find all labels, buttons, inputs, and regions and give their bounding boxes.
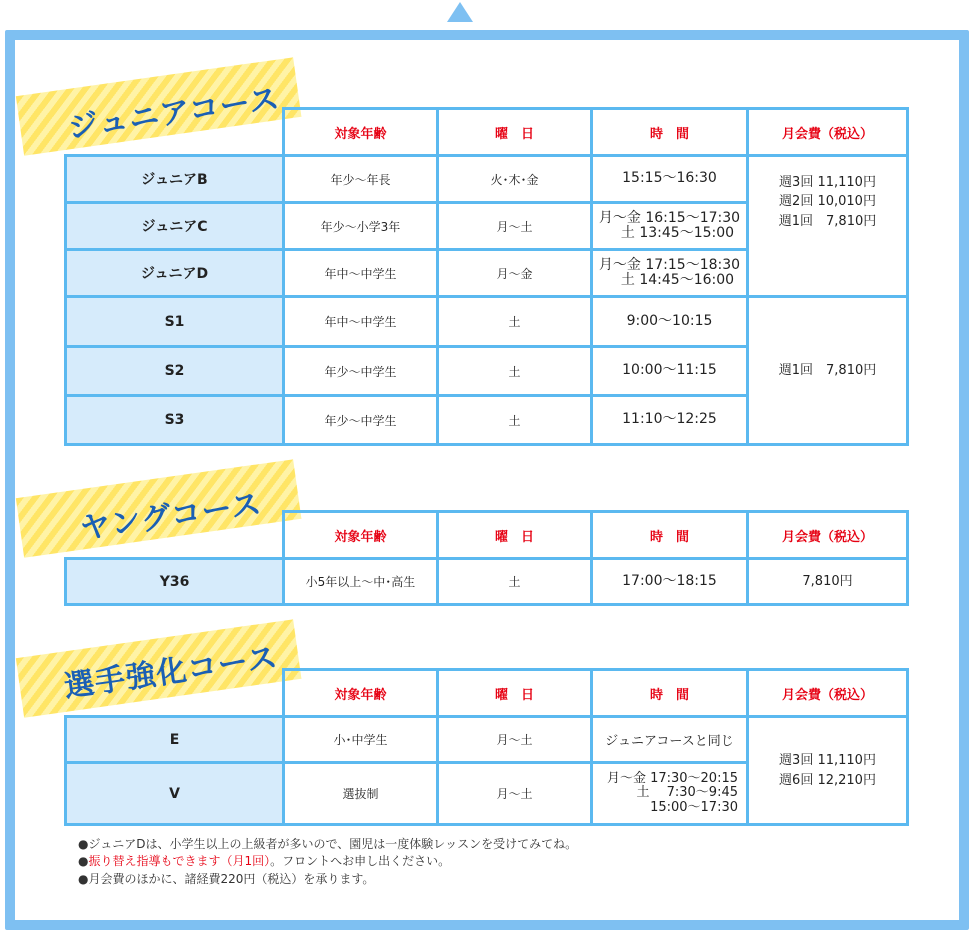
- course-time: [592, 763, 748, 825]
- note-2-bullet: ●: [78, 854, 89, 869]
- course-age: 年少～中学生: [284, 396, 438, 445]
- fee-group-1: [748, 156, 908, 297]
- course-name: ジュニアB: [66, 156, 284, 203]
- course-day: 月～土: [438, 203, 592, 250]
- time-line: 15:00～17:30: [650, 799, 738, 815]
- table-row: [66, 297, 908, 347]
- course-time: [592, 250, 748, 297]
- time-line: 土 13:45～15:00: [620, 225, 735, 241]
- junior-table: [64, 107, 909, 446]
- course-name: ジュニアD: [66, 250, 284, 297]
- course-name: E: [66, 717, 284, 763]
- course-day: 土: [438, 396, 592, 445]
- course-time: 11:10～12:25: [592, 396, 748, 445]
- fee-line: 週3回 11,110円: [779, 753, 876, 768]
- course-name: S1: [66, 297, 284, 347]
- table-row: [66, 559, 908, 605]
- course-age: 年中～中学生: [284, 250, 438, 297]
- fee-line: 週3回 11,110円: [779, 174, 876, 190]
- course-fee: [748, 717, 908, 825]
- course-age: 選抜制: [284, 763, 438, 825]
- course-name: S3: [66, 396, 284, 445]
- course-name: S2: [66, 347, 284, 396]
- fee-line: 週1回 7,810円: [778, 213, 877, 229]
- corner-cell: [66, 670, 284, 717]
- note-3: ●月会費のほかに、諸経費220円（税込）を承ります。: [78, 871, 375, 886]
- time-line: 土 7:30～9:45: [636, 785, 738, 801]
- header-age: 対象年齢: [284, 670, 438, 717]
- course-time: ジュニアコースと同じ: [592, 717, 748, 763]
- time-line: 月～金 16:15～17:30: [598, 209, 741, 226]
- course-day: 月～金: [438, 250, 592, 297]
- header-day: 曜 日: [438, 512, 592, 559]
- header-age: 対象年齢: [284, 109, 438, 156]
- course-age: 年中～中学生: [284, 297, 438, 347]
- header-day: 曜 日: [438, 670, 592, 717]
- course-age: 年少～小学3年: [284, 203, 438, 250]
- header-age: 対象年齢: [284, 512, 438, 559]
- note-1: ●ジュニアDは、小学生以上の上級者が多いので、園児は一度体験レッスンを受けてみてね。: [78, 837, 578, 851]
- elite-table: [64, 668, 909, 826]
- course-age: 年少～中学生: [284, 347, 438, 396]
- header-time: 時 間: [592, 670, 748, 717]
- note-2: [78, 853, 577, 870]
- fee-line: 週6回 12,210円: [779, 772, 876, 788]
- header-fee: 月会費（税込）: [748, 109, 908, 156]
- time-line: 土 14:45～16:00: [620, 272, 735, 288]
- table-row: [66, 156, 908, 203]
- time-line: 月～金 17:30～20:15: [606, 771, 738, 787]
- course-age: 小5年以上～中･高生: [284, 559, 438, 605]
- fee-group-2: 週1回 7,810円: [748, 297, 908, 445]
- course-day: 月～土: [438, 717, 592, 763]
- course-fee: 7,810円: [748, 559, 908, 605]
- corner-cell: [66, 512, 284, 559]
- course-time: 17:00～18:15: [592, 559, 748, 605]
- frame-notch: [447, 2, 473, 22]
- course-age: 年少～年長: [284, 156, 438, 203]
- course-day: 土: [438, 559, 592, 605]
- note-2-rest: 。フロントへお申し出ください。: [270, 854, 451, 869]
- course-day: 火･木･金: [438, 156, 592, 203]
- header-day: 曜 日: [438, 109, 592, 156]
- time-line: 月～金 17:15～18:30: [598, 256, 741, 273]
- header-time: 時 間: [592, 109, 748, 156]
- course-day: 土: [438, 347, 592, 396]
- course-time: 9:00～10:15: [592, 297, 748, 347]
- course-day: 土: [438, 297, 592, 347]
- junior-title: ジュニアコース: [66, 81, 283, 146]
- young-title: ヤングコース: [78, 486, 265, 547]
- course-time: 10:00～11:15: [592, 347, 748, 396]
- course-name: V: [66, 763, 284, 825]
- header-fee: 月会費（税込）: [748, 670, 908, 717]
- note-2-highlight: 振り替え指導もできます（月1回）: [88, 854, 271, 869]
- fee-line: 週2回 10,010円: [779, 194, 876, 210]
- course-name: ジュニアC: [66, 203, 284, 250]
- table-row: [66, 717, 908, 763]
- elite-title: 選手強化コース: [62, 640, 281, 705]
- header-time: 時 間: [592, 512, 748, 559]
- course-name: Y36: [66, 559, 284, 605]
- course-day: 月～土: [438, 763, 592, 825]
- course-time: [592, 203, 748, 250]
- course-age: 小･中学生: [284, 717, 438, 763]
- header-fee: 月会費（税込）: [748, 512, 908, 559]
- young-table: [64, 510, 909, 606]
- corner-cell: [66, 109, 284, 156]
- course-time: 15:15～16:30: [592, 156, 748, 203]
- notes: [78, 836, 577, 888]
